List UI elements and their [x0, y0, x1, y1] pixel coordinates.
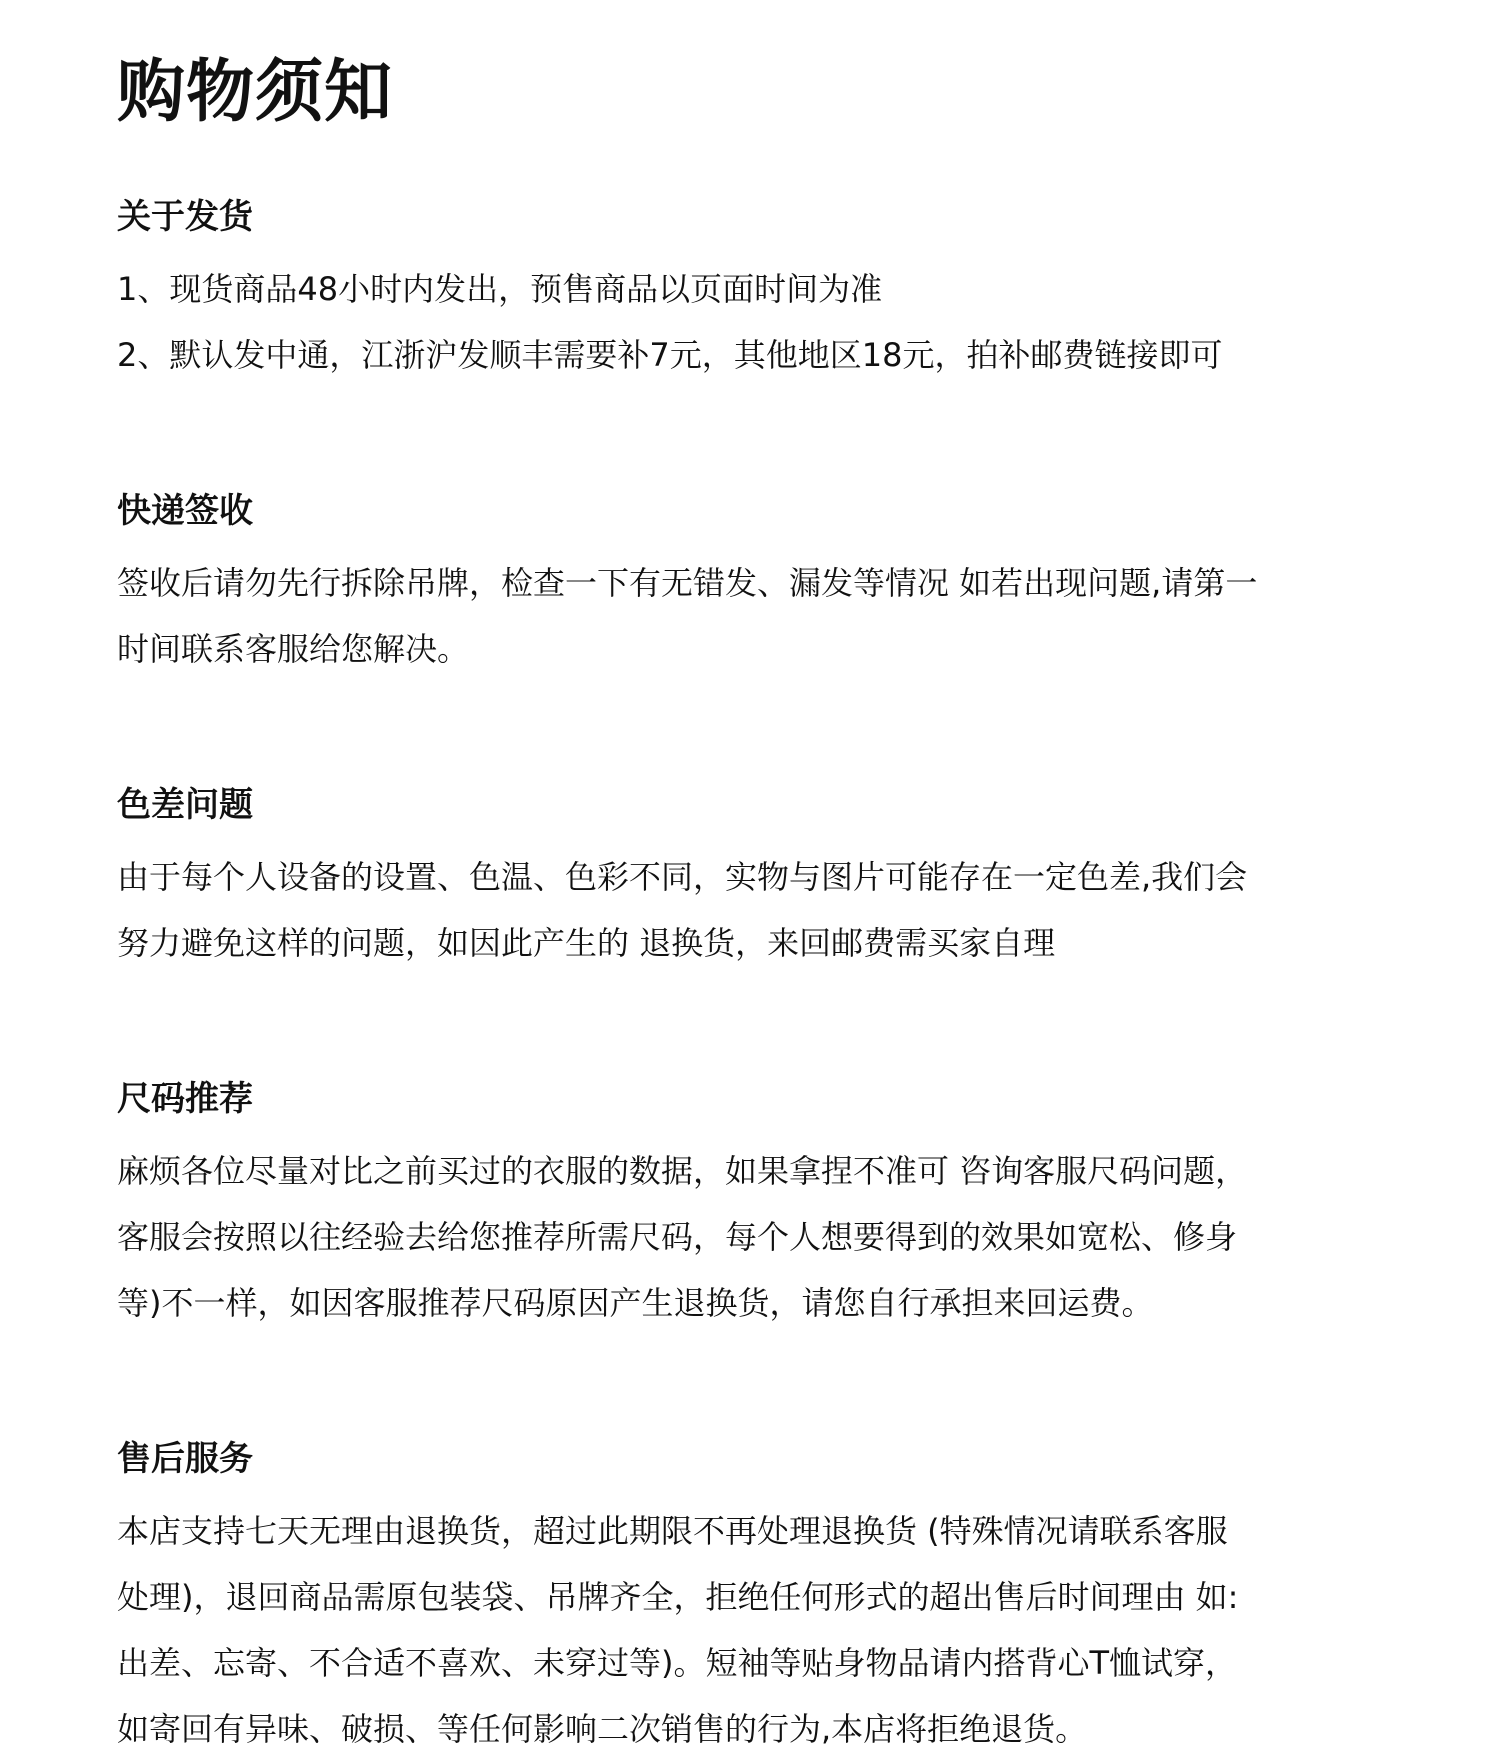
section-body: [117, 1138, 1417, 1336]
section-heading: 快递签收: [117, 491, 253, 531]
section-size-recommendation: [117, 1074, 1417, 1336]
page-title: 购物须知: [117, 53, 394, 132]
section-spacer: [117, 1336, 1417, 1434]
body-line: 麻烦各位尽量对比之前买过的衣服的数据，如果拿捏不准可 咨询客服尺码问题，: [117, 1152, 1248, 1190]
shopping-notice-page: [117, 48, 1417, 1762]
section-body: [117, 550, 1417, 682]
body-line: 1、现货商品48小时内发出，预售商品以页面时间为准: [117, 270, 883, 308]
section-body: [117, 844, 1417, 976]
body-line: 客服会按照以往经验去给您推荐所需尺码，每个人想要得到的效果如宽松、修身: [117, 1218, 1238, 1256]
section-shipping: [117, 192, 1417, 388]
section-spacer: [117, 682, 1417, 780]
body-line: 2、默认发中通，江浙沪发顺丰需要补7元，其他地区18元，拍补邮费链接即可: [117, 336, 1223, 374]
body-line: 努力避免这样的问题，如因此产生的 退换货，来回邮费需买家自理: [117, 924, 1056, 962]
section-body: [117, 256, 1417, 388]
section-spacer: [117, 976, 1417, 1074]
body-line: 出差、忘寄、不合适不喜欢、未穿过等)。短袖等贴身物品请内搭背心T恤试穿，: [117, 1644, 1238, 1682]
section-delivery-receipt: [117, 486, 1417, 682]
section-heading: 色差问题: [117, 785, 253, 825]
body-line: 时间联系客服给您解决。: [117, 630, 470, 668]
section-heading: 尺码推荐: [117, 1079, 253, 1119]
body-line: 处理)，退回商品需原包装袋、吊牌齐全，拒绝任何形式的超出售后时间理由 如:: [117, 1578, 1239, 1616]
section-body: [117, 1498, 1417, 1762]
body-line: 等)不一样，如因客服推荐尺码原因产生退换货，请您自行承担来回运费。: [117, 1284, 1154, 1322]
body-line: 如寄回有异味、破损、等任何影响二次销售的行为,本店将拒绝退货。: [117, 1710, 1088, 1748]
section-color-difference: [117, 780, 1417, 976]
body-line: 由于每个人设备的设置、色温、色彩不同，实物与图片可能存在一定色差,我们会: [117, 858, 1248, 896]
section-heading: 售后服务: [117, 1439, 253, 1479]
body-line: 签收后请勿先行拆除吊牌，检查一下有无错发、漏发等情况 如若出现问题,请第一: [117, 564, 1258, 602]
section-heading: 关于发货: [117, 197, 253, 237]
body-line: 本店支持七天无理由退换货，超过此期限不再处理退换货 (特殊情况请联系客服: [117, 1512, 1228, 1550]
section-spacer: [117, 388, 1417, 486]
section-after-sales: [117, 1434, 1417, 1762]
